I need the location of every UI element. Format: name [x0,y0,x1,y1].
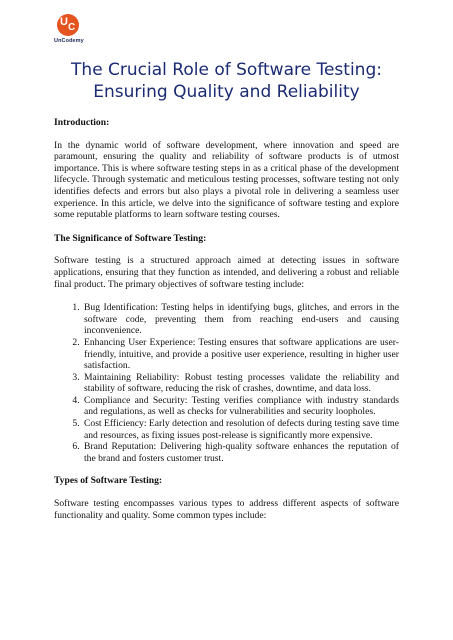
list-item: 5. Cost Efficiency: Early detection and resolution of defects during testing save time and resources, as fixing issues post-release is significantly more expensive. [82,418,399,441]
list-item: 1. Bug Identification: Testing helps in identifying bugs, glitches, and errors in the software code, preventing them from reaching end-users and causing inconvenience. [82,302,399,337]
list-item: 3. Maintaining Reliability: Robust testing processes validate the reliability and stability of software, reducing the risk of crashes, downtime, and data loss. [82,372,399,395]
title-line-2: Ensuring Quality and Reliability [93,81,360,102]
logo-brand-text: UnCodemy [54,38,84,44]
list-item: 6. Brand Reputation: Delivering high-quality software enhances the reputation of the brand and fosters customer trust. [82,441,399,464]
list-item: 2. Enhancing User Experience: Testing ensures that software applications are user-friendly, intuitive, and provide a positive user experience, resulting in higher user satisfaction. [82,337,399,372]
objectives-list [54,302,399,464]
list-item: 4. Compliance and Security: Testing verifies compliance with industry standards and regulations, as well as checks for vulnerabilities and security loopholes. [82,395,399,418]
logo-mark-letter-u: U [60,16,68,28]
logo-mark-letter-c: C [68,22,76,33]
uncodemy-logo [54,14,94,44]
uncodemy-logo-icon [57,14,79,36]
intro-heading: Introduction: [54,117,110,128]
intro-paragraph: In the dynamic world of software development, where innovation and speed are paramount, ensuring the quality and reliability of software products is of utmost importance. This is where software testing steps in as a critical phase of the development lifecycle. Through systematic and meticulous testing processes, software testing not only identifies defects and errors but also plays a pivotal role in delivering a seamless user experience. In this article, we delve into the significance of software testing and explore some reputable platforms to learn software testing courses. [54,139,399,221]
article-body [54,117,399,533]
types-heading: Types of Software Testing: [54,475,163,487]
significance-paragraph: Software testing is a structured approach aimed at detecting issues in software applications, ensuring that they function as intended, and delivering a robust and reliable final product. The primary objectives of software testing include: [54,255,399,290]
types-paragraph: Software testing encompasses various types to address different aspects of software functionality and quality. Some common types include: [54,498,399,521]
significance-heading: The Significance of Software Testing: [54,232,207,244]
page-title [40,60,413,103]
title-line-1: The Crucial Role of Software Testing: [71,60,382,80]
